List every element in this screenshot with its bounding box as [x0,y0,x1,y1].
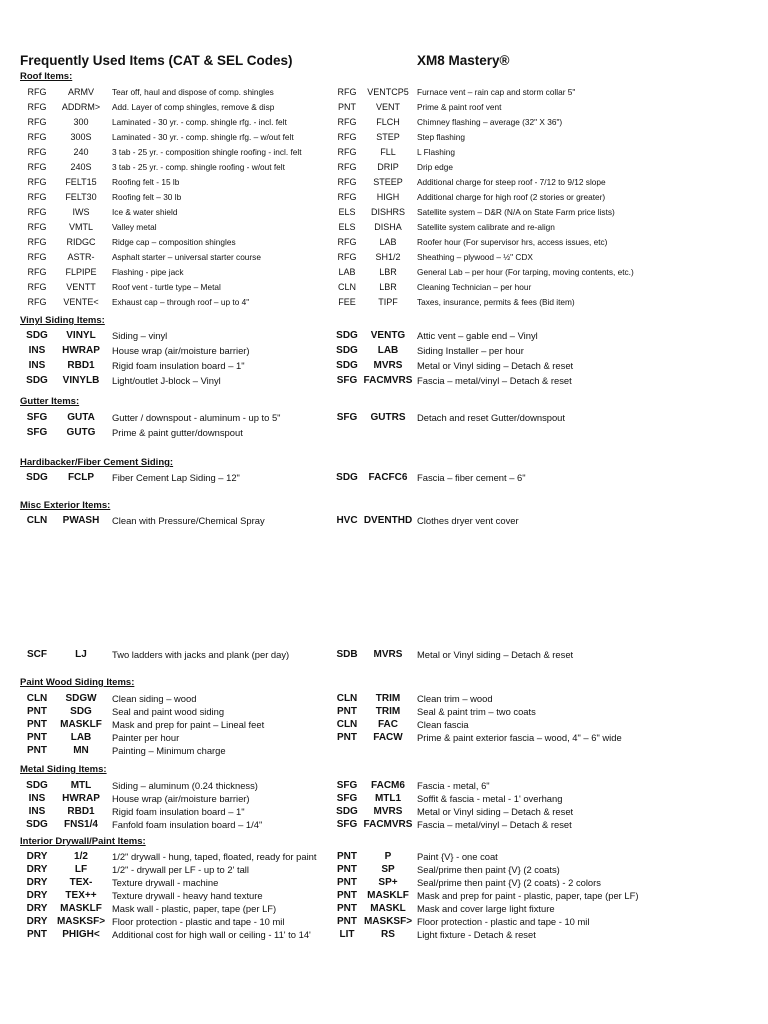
cat-code: CLN [336,719,358,730]
item-row [0,267,768,281]
item-description: Mask and prep for paint - plastic, paper, tape (per LF) [417,890,639,901]
item-row [0,693,768,707]
cat-code: SDG [26,780,48,791]
item-description: Tear off, haul and dispose of comp. shingles [112,87,274,97]
item-description: Additional cost for high wall or ceiling - 11' to 14' [112,929,311,940]
cat-code: SDG [26,330,48,341]
cat-code: SDG [336,330,358,341]
cat-code: PNT [27,929,47,940]
sel-code: IWS [72,207,90,217]
cat-code: RFG [27,87,47,97]
cat-code: RFG [27,207,47,217]
item-row [0,87,768,101]
cat-code: SDG [336,345,358,356]
sel-code: MTL [70,780,92,791]
item-description: Rigid foam insulation board – 1" [112,360,245,371]
cat-code: SFG [336,375,358,386]
sel-code: FLPIPE [65,267,97,277]
cat-code: FEE [338,297,356,307]
sel-code: ASTR- [67,252,95,262]
item-row [0,177,768,191]
item-description: Clean with Pressure/Chemical Spray [112,515,265,526]
cat-code: CLN [26,515,48,526]
sel-code: P [384,851,392,862]
sel-code: SP+ [378,877,398,888]
cat-code: HVC [336,515,358,526]
cat-code: RFG [27,282,47,292]
cat-code: DRY [26,916,48,927]
cat-code: SFG [336,412,358,423]
item-description: Texture drywall - machine [112,877,219,888]
section-heading: Paint Wood Siding Items: [20,677,135,688]
item-description: General Lab – per hour (For tarping, moving contents, etc.) [417,267,634,277]
item-description: Drip edge [417,162,453,172]
item-description: Painting – Minimum charge [112,745,226,756]
sel-code: LBR [379,282,397,292]
cat-code: RFG [27,132,47,142]
cat-code: INS [28,806,46,817]
sel-code: FACM6 [371,780,405,791]
sel-code: FACFC6 [368,472,408,483]
cat-code: PNT [27,706,47,717]
sel-code: DRIP [377,162,399,172]
sel-code: FACW [373,732,403,743]
cat-code: SDG [26,472,48,483]
item-description: Fiber Cement Lap Siding – 12" [112,472,240,483]
cat-code: PNT [337,877,357,888]
item-description: House wrap (air/moisture barrier) [112,793,250,804]
item-description: Fascia – metal/vinyl – Detach & reset [417,375,572,386]
sel-code: HWRAP [62,345,100,356]
sel-code: VMTL [68,222,93,232]
page-title: Frequently Used Items (CAT & SEL Codes) [20,53,293,68]
item-description: 1/2" - drywall per LF - up to 2' tall [112,864,249,875]
item-description: Chimney flashing – average (32" X 36") [417,117,563,127]
item-description: Laminated - 30 yr. - comp. shingle rfg. – w/out felt [112,132,294,142]
sel-code: MASKSF> [363,916,413,927]
cat-code: RFG [27,297,47,307]
sel-code: FACMVRS [363,375,413,386]
item-row [0,207,768,221]
sel-code: RBD1 [67,360,95,371]
item-description: Attic vent – gable end – Vinyl [417,330,538,341]
sel-code: MTL1 [374,793,402,804]
cat-code: DRY [26,903,48,914]
cat-code: INS [28,345,46,356]
item-description: L Flashing [417,147,455,157]
sel-code: RS [381,929,395,940]
sel-code: LAB [377,345,399,356]
item-description: Siding – aluminum (0.24 thickness) [112,780,258,791]
sel-code: DVENTHD [363,515,413,526]
item-description: 1/2" drywall - hung, taped, floated, ready for paint [112,851,317,862]
sel-code: VENTT [66,282,96,292]
item-row [0,222,768,236]
cat-code: RFG [337,192,357,202]
item-description: Taxes, insurance, permits & fees (Bid item) [417,297,575,307]
item-description: Siding – vinyl [112,330,168,341]
cat-code: CLN [26,693,48,704]
sel-code: MASKLF [60,903,102,914]
item-row [0,706,768,720]
sel-code: GUTG [66,427,96,438]
sel-code: FCLP [67,472,95,483]
item-description: Ridge cap – composition shingles [112,237,236,247]
sel-code: MASKL [370,903,406,914]
item-description: Additional charge for steep roof - 7/12 to 9/12 slope [417,177,606,187]
cat-code: RFG [27,192,47,202]
item-row [0,719,768,733]
item-row [0,793,768,807]
item-description: Mask and prep for paint – Lineal feet [112,719,265,730]
sel-code: SDG [70,706,92,717]
section-heading: Hardibacker/Fiber Cement Siding: [20,457,174,468]
section-heading: Misc Exterior Items: [20,500,111,511]
sel-code: 1/2 [74,851,88,862]
sel-code: RBD1 [67,806,95,817]
cat-code: RFG [337,177,357,187]
item-row [0,864,768,878]
item-row [0,877,768,891]
cat-code: RFG [27,252,47,262]
item-description: Clean trim – wood [417,693,493,704]
item-description: Detach and reset Gutter/downspout [417,412,566,423]
sel-code: GUTA [67,412,95,423]
item-row [0,745,768,759]
item-description: Seal/prime then paint {V} (2 coats) - 2 colors [417,877,601,888]
item-row [0,649,768,663]
item-description: Asphalt starter – universal starter course [112,252,261,262]
sel-code: MVRS [373,360,403,371]
cat-code: RFG [337,132,357,142]
sel-code: FNS1/4 [64,819,98,830]
cat-code: RFG [27,237,47,247]
cat-code: SDG [26,375,48,386]
item-row [0,375,768,389]
sel-code: FELT30 [65,192,97,202]
sel-code: LAB [379,237,397,247]
item-row [0,162,768,176]
cat-code: RFG [337,237,357,247]
cat-code: ELS [338,222,356,232]
item-row [0,890,768,904]
sel-code: STEEP [373,177,403,187]
sel-code: SDGW [65,693,97,704]
cat-code: RFG [27,177,47,187]
cat-code: PNT [337,890,357,901]
item-row [0,427,768,441]
cat-code: RFG [337,147,357,157]
cat-code: CLN [337,282,356,292]
item-row [0,472,768,486]
sel-code: 300 [73,117,89,127]
section-heading: Vinyl Siding Items: [20,315,105,326]
cat-code: RFG [337,117,357,127]
cat-code: PNT [337,903,357,914]
item-description: Cleaning Technician – per hour [417,282,532,292]
item-row [0,297,768,311]
item-description: 3 tab - 25 yr. - comp. shingle roofing - w/out felt [112,162,285,172]
cat-code: PNT [337,864,357,875]
item-row [0,330,768,344]
item-row [0,237,768,251]
cat-code: CLN [336,693,358,704]
item-description: Mask wall - plastic, paper, tape (per LF) [112,903,277,914]
item-description: Fascia – metal/vinyl – Detach & reset [417,819,572,830]
cat-code: RFG [27,147,47,157]
sel-code: TRIM [375,693,401,704]
section-heading: Gutter Items: [20,396,80,407]
item-description: Texture drywall - heavy hand texture [112,890,263,901]
cat-code: SDB [336,649,358,660]
sel-code: STEP [376,132,400,142]
item-description: Mask and cover large light fixture [417,903,555,914]
sel-code: TIPF [378,297,398,307]
item-description: Metal or Vinyl siding – Detach & reset [417,649,574,660]
sel-code: DISHRS [370,207,405,217]
item-description: Roof vent - turtle type – Metal [112,282,221,292]
item-description: Two ladders with jacks and plank (per day) [112,649,290,660]
item-row [0,117,768,131]
item-description: Floor protection - plastic and tape - 10 mil [112,916,285,927]
cat-code: INS [28,360,46,371]
sel-code: MASKLF [60,719,102,730]
cat-code: LIT [339,929,355,940]
cat-code: RFG [27,162,47,172]
cat-code: DRY [26,890,48,901]
item-row [0,851,768,865]
sel-code: LF [74,864,88,875]
cat-code: DRY [26,864,48,875]
item-description: Light fixture - Detach & reset [417,929,536,940]
item-description: Clean siding – wood [112,693,197,704]
section-heading: Metal Siding Items: [20,764,107,775]
sel-code: LBR [379,267,397,277]
cat-code: PNT [337,916,357,927]
sel-code: HWRAP [62,793,100,804]
item-description: Prime & paint exterior fascia – wood, 4" – 6" wide [417,732,622,743]
cat-code: RFG [27,267,47,277]
sel-code: PWASH [62,515,100,526]
brand-title: XM8 Mastery® [417,53,510,68]
cat-code: RFG [27,222,47,232]
cat-code: SFG [336,793,358,804]
item-description: Light/outlet J-block – Vinyl [112,375,221,386]
sel-code: MASKLF [367,890,409,901]
item-row [0,192,768,206]
sel-code: VENT [375,102,400,112]
item-row [0,780,768,794]
item-description: Rigid foam insulation board – 1" [112,806,245,817]
sel-code: LAB [70,732,92,743]
cat-code: SDG [336,472,358,483]
cat-code: PNT [337,732,357,743]
cat-code: DRY [26,877,48,888]
cat-code: LAB [338,267,356,277]
cat-code: SDG [336,806,358,817]
sel-code: ADDRM> [61,102,101,112]
sel-code: MVRS [373,806,403,817]
item-description: Metal or Vinyl siding – Detach & reset [417,806,574,817]
cat-code: SFG [336,780,358,791]
sel-code: TRIM [375,706,401,717]
item-description: Soffit & fascia - metal - 1' overhang [417,793,563,804]
cat-code: PNT [338,102,356,112]
sel-code: FELT15 [65,177,97,187]
item-description: Seal/prime then paint {V} (2 coats) [417,864,560,875]
item-description: Clothes dryer vent cover [417,515,519,526]
sel-code: LJ [75,649,87,660]
cat-code: SDG [26,819,48,830]
item-row [0,819,768,833]
item-row [0,515,768,529]
sel-code: TEX- [69,877,93,888]
cat-code: ELS [338,207,356,217]
item-row [0,132,768,146]
cat-code: PNT [337,851,357,862]
cat-code: SCF [27,649,47,660]
sel-code: VINYL [66,330,96,341]
item-row [0,102,768,116]
sel-code: PHIGH< [62,929,100,940]
cat-code: PNT [27,732,47,743]
sel-code: MN [73,745,89,756]
item-description: Additional charge for high roof (2 stories or greater) [417,192,606,202]
cat-code: RFG [337,162,357,172]
cat-code: RFG [337,252,357,262]
sel-code: MASKSF> [56,916,106,927]
sel-code: 240S [70,162,92,172]
item-description: Paint {V} - one coat [417,851,498,862]
sel-code: TEX++ [65,890,97,901]
item-description: Prime & paint gutter/downspout [112,427,243,438]
item-row [0,252,768,266]
item-row [0,147,768,161]
item-description: House wrap (air/moisture barrier) [112,345,250,356]
item-description: Roofing felt - 15 lb [112,177,180,187]
item-description: Laminated - 30 yr. - comp. shingle rfg. - incl. felt [112,117,287,127]
sel-code: HIGH [376,192,400,202]
item-description: Exhaust cap – through roof – up to 4" [112,297,250,307]
sel-code: RIDGC [66,237,96,247]
item-description: Metal or Vinyl siding – Detach & reset [417,360,574,371]
cat-code: SDG [336,360,358,371]
cat-code: PNT [337,706,357,717]
cat-code: PNT [27,719,47,730]
sel-code: VENTG [370,330,406,341]
item-row [0,360,768,374]
sel-code: VENTE< [63,297,99,307]
item-description: Prime & paint roof vent [417,102,502,112]
cat-code: SFG [26,427,48,438]
item-description: Gutter / downspout - aluminum - up to 5" [112,412,281,423]
sel-code: VENTCP5 [367,87,409,97]
cat-code: PNT [27,745,47,756]
item-description: Roofing felt – 30 lb [112,192,182,202]
cat-code: RFG [27,117,47,127]
item-description: Step flashing [417,132,465,142]
cat-code: INS [28,793,46,804]
item-description: Ice & water shield [112,207,178,217]
item-description: Furnace vent – rain cap and storm collar 5" [417,87,576,97]
sel-code: FLCH [376,117,400,127]
item-description: Flashing - pipe jack [112,267,184,277]
section-heading: Roof Items: [20,71,73,82]
item-description: Sheathing – plywood – ½" CDX [417,252,533,262]
cat-code: DRY [26,851,48,862]
sel-code: MVRS [373,649,403,660]
sel-code: FAC [378,719,398,730]
item-row [0,903,768,917]
cat-code: RFG [27,102,47,112]
item-description: Fascia – fiber cement – 6" [417,472,526,483]
item-row [0,732,768,746]
item-row [0,806,768,820]
item-description: Clean fascia [417,719,469,730]
sel-code: ARMV [67,87,94,97]
cat-code: SFG [336,819,358,830]
item-description: 3 tab - 25 yr. - composition shingle roofing - incl. felt [112,147,302,157]
item-description: Satellite system calibrate and re-align [417,222,555,232]
item-description: Seal and paint wood siding [112,706,225,717]
item-description: Painter per hour [112,732,180,743]
sel-code: FACMVRS [363,819,413,830]
item-row [0,916,768,930]
sel-code: GUTRS [370,412,406,423]
sel-code: SP [381,864,395,875]
sel-code: VINYLB [62,375,100,386]
item-description: Floor protection - plastic and tape - 10 mil [417,916,590,927]
item-description: Siding Installer – per hour [417,345,524,356]
item-description: Satellite system – D&R (N/A on State Farm price lists) [417,207,615,217]
item-description: Seal & paint trim – two coats [417,706,536,717]
sel-code: DISHA [374,222,402,232]
cat-code: RFG [337,87,357,97]
section-heading: Interior Drywall/Paint Items: [20,836,146,847]
item-description: Fanfold foam insulation board – 1/4" [112,819,263,830]
sel-code: 240 [73,147,89,157]
cat-code: SFG [26,412,48,423]
sel-code: SH1/2 [375,252,401,262]
item-description: Fascia - metal, 6" [417,780,490,791]
item-row [0,345,768,359]
item-description: Valley metal [112,222,157,232]
item-row [0,929,768,943]
sel-code: 300S [70,132,92,142]
sel-code: FLL [380,147,396,157]
item-description: Roofer hour (For supervisor hrs, access issues, etc) [417,237,608,247]
item-row [0,282,768,296]
item-description: Add. Layer of comp shingles, remove & disp [112,102,275,112]
item-row [0,412,768,426]
